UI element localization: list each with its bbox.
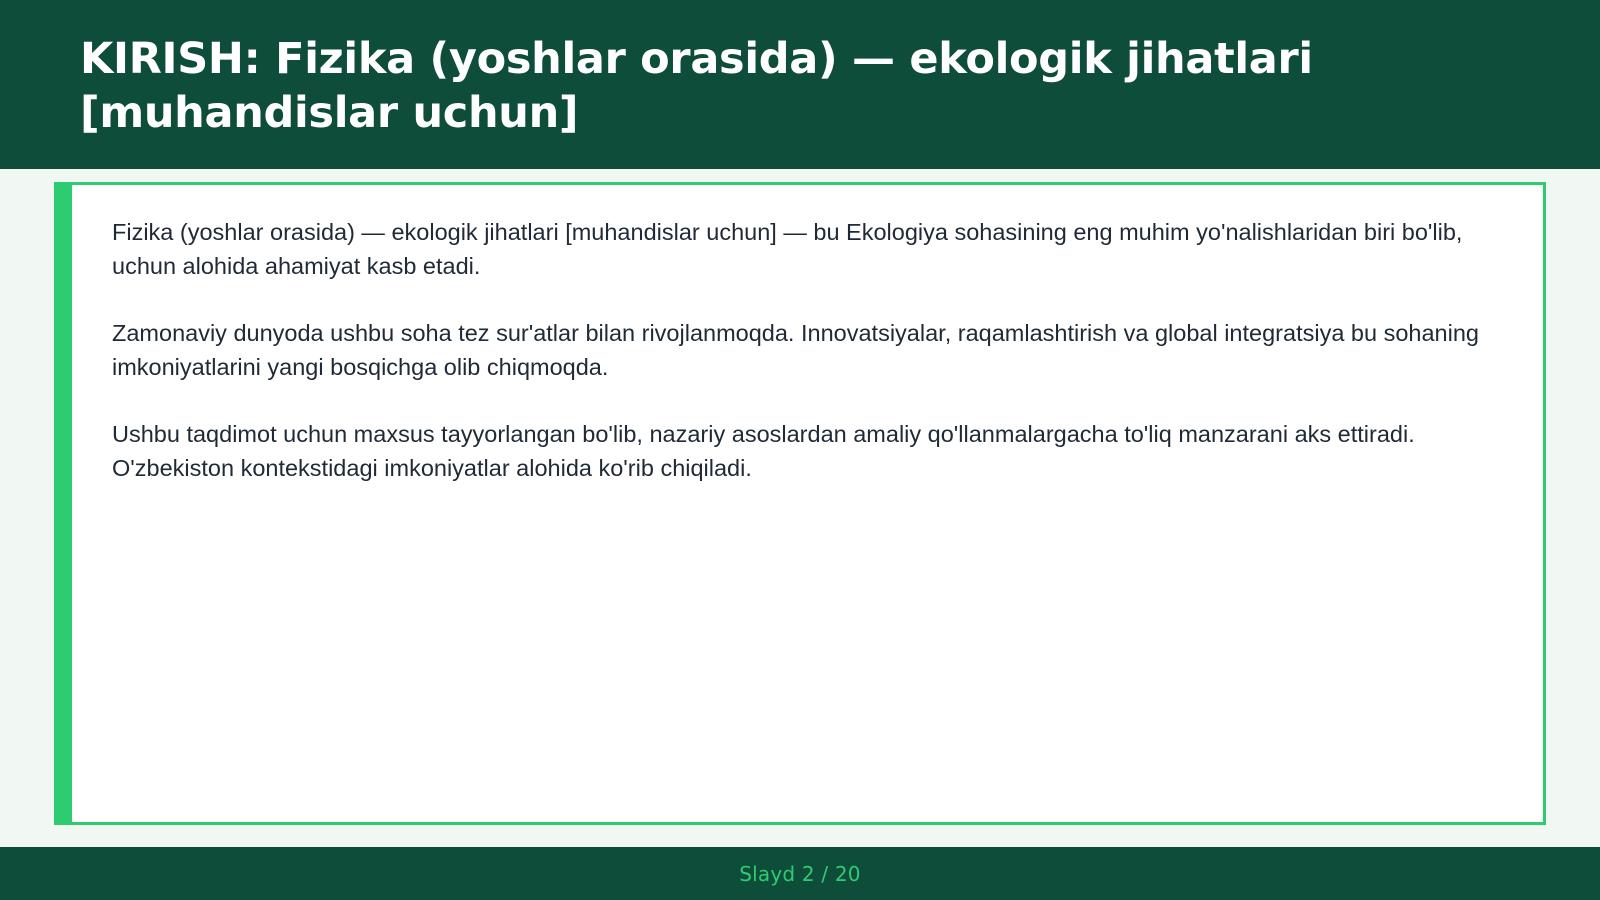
- paragraph-modern-world: Zamonaviy dunyoda ushbu soha tez sur'atlar bilan rivojlanmoqda. Innovatsiyalar, raqamlashtirish va global integratsiya bu sohaning imkoniyatlarini yangi bosqichga olib chiqmoqda.: [112, 320, 1479, 380]
- paragraph-intro: Fizika (yoshlar orasida) — ekologik jihatlari [muhandislar uchun] — bu Ekologiya sohasining eng muhim yo'nalishlaridan biri bo'lib, uchun alohida ahamiyat kasb etadi.: [112, 219, 1463, 279]
- content-card: [54, 182, 1546, 825]
- paragraph-presentation: Ushbu taqdimot uchun maxsus tayyorlangan bo'lib, nazariy asoslardan amaliy qo'llanmalargacha to'liq manzarani aks ettiradi. O'zbekiston kontekstidagi imkoniyatlar alohida ko'rib chiqiladi.: [112, 421, 1415, 481]
- slide-counter: Slayd 2 / 20: [739, 861, 861, 886]
- slide-footer: [0, 847, 1600, 900]
- slide-title: KIRISH: Fizika (yoshlar orasida) — ekologik jihatlari [muhandislar uchun]: [80, 34, 1313, 138]
- slide-header: [0, 0, 1600, 169]
